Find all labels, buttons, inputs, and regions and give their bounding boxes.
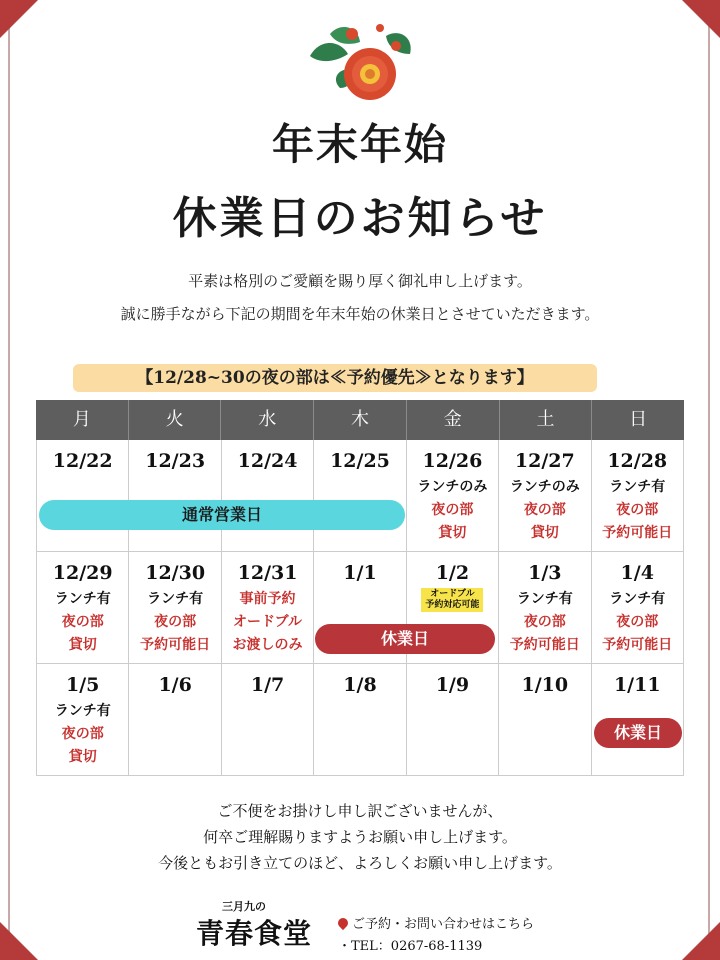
calendar-weekday-header — [36, 400, 684, 440]
day-date: 1/7 — [250, 674, 285, 696]
page-title-line1: 年末年始 — [271, 120, 448, 169]
calendar-week-row — [36, 440, 684, 552]
calendar-day-cell — [37, 552, 129, 664]
hors-doeuvre-badge — [421, 588, 483, 612]
day-date: 12/31 — [237, 562, 298, 584]
weekday-label: 金 — [407, 400, 500, 440]
pin-icon — [336, 916, 350, 930]
day-note: 予約可能日 — [140, 637, 211, 653]
day-date: 1/5 — [66, 674, 100, 696]
day-date: 1/4 — [620, 562, 654, 584]
day-note: ランチ有 — [609, 479, 666, 495]
badge-line: 予約対応可能 — [425, 600, 480, 610]
weekday-label: 土 — [500, 400, 593, 440]
holiday-calendar — [36, 400, 684, 776]
closing-text: ご不便をお掛けし申し訳ございませんが、 — [217, 802, 503, 820]
day-note: 夜の部 — [154, 614, 197, 630]
calendar-day-cell — [407, 664, 499, 776]
closing-text: 何卒ご理解賜りますようお願い申し上げます。 — [203, 828, 517, 846]
calendar-day-cell — [222, 440, 314, 552]
day-note: 貸切 — [530, 525, 559, 541]
day-date: 1/9 — [435, 674, 470, 696]
day-date: 1/10 — [521, 674, 569, 696]
day-note: お渡しのみ — [232, 637, 303, 653]
day-note: 予約可能日 — [602, 637, 673, 653]
calendar-week-row — [36, 664, 684, 776]
page-title-line2: 休業日のお知らせ — [172, 193, 548, 244]
calendar-day-cell — [37, 440, 129, 552]
day-date: 12/25 — [330, 450, 390, 472]
day-note: 夜の部 — [616, 502, 659, 518]
day-date: 1/1 — [343, 562, 377, 584]
day-date: 12/29 — [52, 562, 113, 584]
calendar-week-row — [36, 552, 684, 664]
intro-text: 平素は格別のご愛顧を賜り厚く御礼申し上げます。 — [188, 272, 532, 290]
regular-business-bar: 通常営業日 — [39, 500, 405, 530]
day-note: 貸切 — [438, 525, 467, 541]
day-date: 1/2 — [435, 562, 470, 584]
calendar-day-cell — [499, 664, 591, 776]
day-note: 夜の部 — [523, 614, 566, 630]
day-note: ランチのみ — [417, 479, 488, 495]
day-date: 1/11 — [613, 674, 661, 696]
day-date: 1/3 — [528, 562, 562, 584]
day-note: ランチ有 — [516, 591, 573, 607]
camellia-flower-icon — [300, 18, 420, 108]
corner-decoration — [682, 0, 720, 38]
day-date: 12/27 — [514, 450, 575, 472]
day-note: 貸切 — [68, 637, 97, 653]
day-date: 12/23 — [145, 450, 206, 472]
day-note: 予約可能日 — [509, 637, 580, 653]
day-note: 夜の部 — [616, 614, 659, 630]
day-date: 12/22 — [52, 450, 113, 472]
day-note: ランチ有 — [54, 591, 111, 607]
logo-name: 青春食堂 — [196, 917, 313, 950]
calendar-day-cell — [37, 664, 129, 776]
calendar-day-cell — [592, 440, 684, 552]
day-note: 事前予約 — [239, 591, 296, 607]
weekday-label: 日 — [629, 409, 648, 430]
day-date: 1/8 — [343, 674, 377, 696]
day-date: 12/30 — [145, 562, 206, 584]
day-note: ランチのみ — [509, 479, 580, 495]
day-note: ランチ有 — [54, 703, 111, 719]
calendar-day-cell — [129, 664, 221, 776]
day-note: 貸切 — [68, 749, 97, 765]
corner-decoration — [0, 0, 38, 38]
restaurant-logo — [196, 900, 314, 958]
calendar-day-cell — [222, 552, 314, 664]
day-note: ランチ有 — [609, 591, 666, 607]
day-note: 夜の部 — [61, 614, 104, 630]
contact-heading: ご予約・お問い合わせはこちら — [352, 917, 535, 932]
closing-text: 今後ともお引き立てのほど、よろしくお願い申し上げます。 — [158, 854, 562, 872]
day-date: 12/24 — [237, 450, 298, 472]
contact-phone: ・TEL：0267-68-1139 — [338, 939, 483, 954]
calendar-day-cell — [314, 664, 406, 776]
day-note: ランチ有 — [147, 591, 204, 607]
weekday-label: 月 — [36, 400, 129, 440]
day-note: 夜の部 — [61, 726, 104, 742]
logo-subtitle: 三月九の — [222, 900, 266, 913]
intro-text: 誠に勝手ながら下記の期間を年末年始の休業日とさせていただきます。 — [120, 305, 600, 323]
closed-day-bar: 休業日 — [594, 718, 682, 748]
weekday-label: 木 — [314, 400, 407, 440]
weekday-label: 水 — [221, 400, 314, 440]
day-note: 夜の部 — [523, 502, 566, 518]
calendar-day-cell — [129, 440, 221, 552]
corner-decoration — [0, 922, 38, 960]
day-note: 夜の部 — [431, 502, 474, 518]
calendar-day-cell — [499, 552, 591, 664]
badge-line: オードブル — [430, 589, 475, 599]
calendar-day-cell — [592, 552, 684, 664]
calendar-day-cell — [222, 664, 314, 776]
calendar-day-cell — [499, 440, 591, 552]
day-date: 12/28 — [607, 450, 668, 472]
reservation-notice-banner: 【12/28~30の夜の部は≪予約優先≫となります】 — [73, 364, 597, 392]
corner-decoration — [682, 922, 720, 960]
day-note: 予約可能日 — [602, 525, 673, 541]
calendar-day-cell — [407, 440, 499, 552]
calendar-day-cell — [129, 552, 221, 664]
contact-info — [338, 914, 534, 958]
weekday-label: 火 — [129, 400, 222, 440]
day-date: 12/26 — [422, 450, 483, 472]
day-note: オードブル — [233, 614, 303, 630]
closed-day-bar: 休業日 — [315, 624, 495, 654]
day-date: 1/6 — [158, 674, 192, 696]
calendar-day-cell — [314, 440, 406, 552]
